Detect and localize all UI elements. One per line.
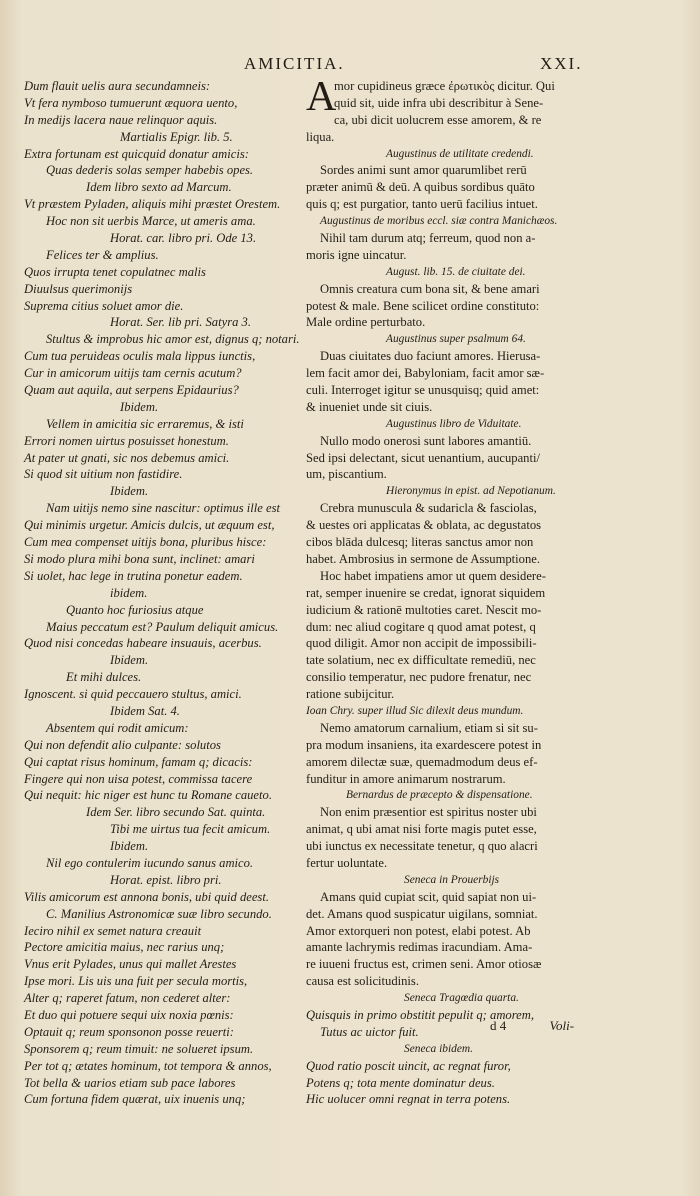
page-footer [490, 1018, 574, 1034]
text-line: Cum mea compenset uitijs bona, pluribus hisce: [24, 535, 267, 550]
text-line: Hoc habet impatiens amor ut quem desidere- [320, 568, 546, 583]
text-line: In medijs lacera naue relinquor aquis. [24, 112, 218, 127]
drop-capital: A [306, 74, 337, 120]
source-heading: Ibidem. [110, 484, 149, 499]
text-line: Suprema citius soluet amor die. [24, 298, 184, 313]
source-heading: Idem libro sexto ad Marcum. [86, 180, 232, 195]
text-line: Optauit q; reum sponsonon posse reuerti: [24, 1024, 234, 1039]
text-line: amorem dilectæ suæ, quemadmodum deus ef- [306, 754, 538, 769]
text-line: Et mihi dulces. [66, 670, 142, 685]
text-line: causa est solicitudinis. [306, 974, 419, 989]
source-heading: Ibidem Sat. 4. [110, 703, 180, 718]
text-line: funditur in amore animarum nostrarum. [306, 771, 506, 786]
source-heading: Horat. car. libro pri. Ode 13. [110, 231, 257, 246]
signature-mark: d 4 [490, 1018, 507, 1033]
source-heading: Augustinus de utilitate credendi. [386, 147, 534, 160]
text-line: Nihil tam durum atq; ferreum, quod non a- [320, 231, 536, 246]
text-line: mor cupidineus græce ἐρωτικὸς dicitur. Qui [334, 79, 555, 93]
text-line: Quas dederis solas semper habebis opes. [46, 163, 254, 178]
text-line: Vilis amicorum est annona bonis, ubi quid deest. [24, 889, 269, 904]
text-line: Si uolet, hac lege in trutina ponetur eadem. [24, 568, 243, 583]
text-line: quis q; est purgatior, tanto uerū facilius intuet. [306, 197, 538, 212]
text-line: At pater ut gnati, sic nos debemus amici. [24, 450, 230, 465]
text-line: det. Amans quod suspicatur uigilans, somniat. [306, 906, 538, 921]
text-line: Extra fortunam est quicquid donatur amicis: [24, 146, 249, 161]
text-line: Dum flauit uelis aura secundamneis: [24, 79, 211, 93]
text-line: Nullo modo onerosi sunt labores amantiū. [320, 433, 532, 448]
text-line: Amor extorqueri non potest, elabi potest. Ab [306, 923, 531, 938]
text-line: Fingere qui non uisa potest, commissa tacere [24, 771, 253, 786]
source-heading: Bernardus de præcepto & dispensatione. [346, 789, 533, 802]
text-line: Vt fera nymboso tumuerunt æquora uento, [24, 95, 238, 110]
verse-line: Tutus ac uictor fuit. [320, 1024, 419, 1039]
text-line: rat, semper inuenire se credat, ignorat siquidem [306, 585, 546, 600]
text-line: Quanto hoc furiosius atque [66, 602, 204, 617]
text-line: Cum tua peruideas oculis mala lippus iunctis, [24, 349, 256, 364]
text-line: Qui nequit: hic niger est hunc tu Romane caueto. [24, 788, 272, 803]
source-heading: Seneca Tragœdia quarta. [404, 992, 519, 1005]
source-heading: Augustinus libro de Viduitate. [386, 417, 522, 430]
text-line: Tibi me uirtus tua fecit amicum. [110, 822, 271, 837]
text-line: ubi iunctus ex necessitate tenetur, q quo alacri [306, 839, 538, 854]
folio-number: XXI. [540, 54, 583, 73]
verse-line: Potens q; tota mente dominatur deus. [306, 1075, 495, 1090]
text-line: Amans quid cupiat scit, quid sapiat non ui- [320, 889, 537, 904]
text-line: Errori nomen uirtus posuisset honestum. [24, 433, 229, 448]
text-line: iudicium & rationē multoties caret. Nescit mo- [306, 602, 542, 617]
text-line: dum: nec aliud cogitare q quod amat potest, q [306, 619, 536, 634]
text-line: præter animū & deū. A quibus sordibus quāto [306, 180, 535, 195]
text-line: Sponsorem q; reum timuit: ne solueret ipsum. [24, 1041, 254, 1056]
text-line: Hoc non sit uerbis Marce, ut ameris ama. [46, 214, 256, 229]
verse-line: Quisquis in primo obstitit pepulit q; amorem, [306, 1007, 534, 1022]
text-line: Pectore amicitia maius, nec rarius unq; [24, 940, 225, 955]
text-line: Absentem qui rodit amicum: [46, 720, 189, 735]
text-line: Vt præstem Pyladen, aliquis mihi præstet Orestem. [24, 197, 281, 212]
text-line: re iuueni fructus est, crimen seni. Amor otiosæ [306, 957, 542, 972]
text-line: Felices ter & amplius. [46, 247, 159, 262]
text-line: Non enim præsentior est spiritus noster ubi [320, 805, 537, 820]
text-line: Ignoscent. si quid peccauero stultus, amici. [24, 687, 242, 702]
text-line: Tot bella & uarios etiam sub pace labores [24, 1075, 236, 1090]
text-line: Quod nisi concedas habeare insuauis, acerbus. [24, 636, 262, 651]
text-line: ratione subijcitur. [306, 687, 395, 702]
text-line: pra modum insaniens, ita exardescere potest in [306, 737, 542, 752]
text-line: consilio temperatur, nec pudore frenatur, nec [306, 670, 532, 685]
text-line: Cur in amicorum uitijs tam cernis acutum? [24, 366, 242, 381]
text-line: habet. Ambrosius in sermone de Assumptione. [306, 551, 541, 566]
source-heading: Horat. Ser. lib pri. Satyra 3. [110, 315, 251, 330]
source-heading: Ibidem. [120, 399, 159, 414]
text-line: Vellem in amicitia sic erraremus, & isti [46, 416, 244, 431]
source-heading: Hieronymus in epist. ad Nepotianum. [386, 485, 556, 498]
text-line: Si quod sit uitium non fastidire. [24, 467, 183, 482]
text-line: & inueniet unde sit ciuis. [306, 399, 433, 414]
text-line: & uestes ori applicatas & oblata, ac degustatos [306, 518, 542, 533]
text-line: Alter q; raperet fatum, non cederet alter: [24, 991, 231, 1006]
text-line: Nam uitijs nemo sine nascitur: optimus ille est [46, 501, 281, 516]
text-line: um, piscantium. [306, 467, 387, 482]
text-line: cibos blāda dulcesq; literas sanctus amor non [306, 535, 534, 550]
text-line: liqua. [306, 129, 335, 144]
text-line: Nemo amatorum carnalium, etiam si sit su- [320, 720, 538, 735]
source-heading: ibidem. [110, 585, 148, 600]
text-line: Stultus & improbus hic amor est, dignus q; notari. [46, 332, 300, 347]
source-heading: C. Manilius Astronomicæ suæ libro secundo. [46, 906, 272, 921]
text-line: Cum fortuna fidem quærat, uix inuenis unq; [24, 1092, 246, 1107]
text-line: Qui non defendit alio culpante: solutos [24, 737, 221, 752]
text-line: lem facit amor dei, Babyloniam, facit amor sæ- [306, 366, 545, 381]
text-line: moris igne uincatur. [306, 247, 407, 262]
text-line: Quam aut aquila, aut serpens Epidaurius? [24, 383, 239, 398]
source-heading: Augustinus super psalmum 64. [386, 333, 526, 346]
source-heading: Augustinus de moribus eccl. siæ contra Manichæos. [320, 215, 558, 228]
text-line: Maius peccatum est? Paulum deliquit amicus. [46, 619, 279, 634]
text-line: Ipse mori. Lis uis una fuit per secula mortis, [24, 974, 248, 989]
text-line: tate solatium, nec ex difficultate remediū, nec [306, 653, 536, 668]
verse-line: Quod ratio poscit uincit, ac regnat furor, [306, 1058, 511, 1073]
catchword: Voli- [549, 1018, 575, 1033]
source-heading: Ibidem. [110, 839, 149, 854]
text-line: Et duo qui potuere sequi uix noxia pœnis: [24, 1007, 234, 1022]
text-line: Diuulsus querimonijs [24, 281, 133, 296]
text-line: amante lachrymis redimas iracundiam. Ama- [306, 940, 533, 955]
text-line: animat, q ubi amat nisi forte magis putet esse, [306, 822, 537, 837]
source-heading: Seneca in Prouerbijs [404, 873, 500, 886]
text-line: Quos irrupta tenet copulatnec malis [24, 264, 206, 279]
text-line: Omnis creatura cum bona sit, & bene amari [320, 281, 540, 296]
text-line: Per tot q; ætates hominum, tot tempora & annos, [24, 1058, 272, 1073]
text-line: Crebra munuscula & sudaricla & fasciolas, [320, 501, 537, 516]
text-line: quid sit, uide infra ubi describitur à Sene- [334, 95, 544, 110]
text-line: Qui minimis urgetur. Amicis dulcis, ut æquum est, [24, 518, 275, 533]
source-heading: Martialis Epigr. lib. 5. [120, 129, 233, 144]
text-line: Sordes animi sunt amor quarumlibet rerū [320, 163, 527, 178]
verse-line: Hic uolucer omni regnat in terra potens. [306, 1092, 511, 1107]
source-heading: Ioan Chry. super illud Sic dilexit deus mundum. [306, 704, 524, 717]
text-line: potest & male. Bene scilicet ordine constituto: [306, 298, 540, 313]
source-heading: Seneca ibidem. [404, 1042, 473, 1055]
text-line: quod diligit. Amor non accipit de impossibili- [306, 636, 537, 651]
text-line: culi. Interroget igitur se unusquisq; quid amet: [306, 383, 540, 398]
text-line: Male ordine perturbato. [306, 315, 426, 330]
text-line: fertur uoluntate. [306, 855, 388, 870]
page-header [0, 54, 700, 78]
text-line: Ieciro nihil ex semet natura creauit [24, 923, 202, 938]
text-line: Sed ipsi delectant, sicut uenantium, aucupanti/ [306, 450, 540, 465]
source-heading: Idem Ser. libro secundo Sat. quinta. [86, 805, 266, 820]
running-title: AMICITIA. [244, 54, 345, 73]
text-line: Nil ego contulerim iucundo sanus amico. [46, 855, 254, 870]
text-line: Si modo plura mihi bona sunt, inclinet: amari [24, 551, 255, 566]
source-heading: Horat. epist. libro pri. [110, 872, 222, 887]
text-line: Duas ciuitates duo faciunt amores. Hierusa- [320, 349, 541, 364]
text-line: Qui captat risus hominum, famam q; dicacis: [24, 754, 253, 769]
source-heading: August. lib. 15. de ciuitate dei. [386, 265, 526, 278]
opening-paragraph [306, 74, 582, 146]
left-column [24, 78, 300, 1108]
source-heading: Ibidem. [110, 653, 149, 668]
text-line: ca, ubi dicit uolucrem esse amorem, & re [334, 112, 542, 127]
right-column [306, 74, 582, 1108]
text-line: Vnus erit Pylades, unus qui mallet Arestes [24, 957, 237, 972]
